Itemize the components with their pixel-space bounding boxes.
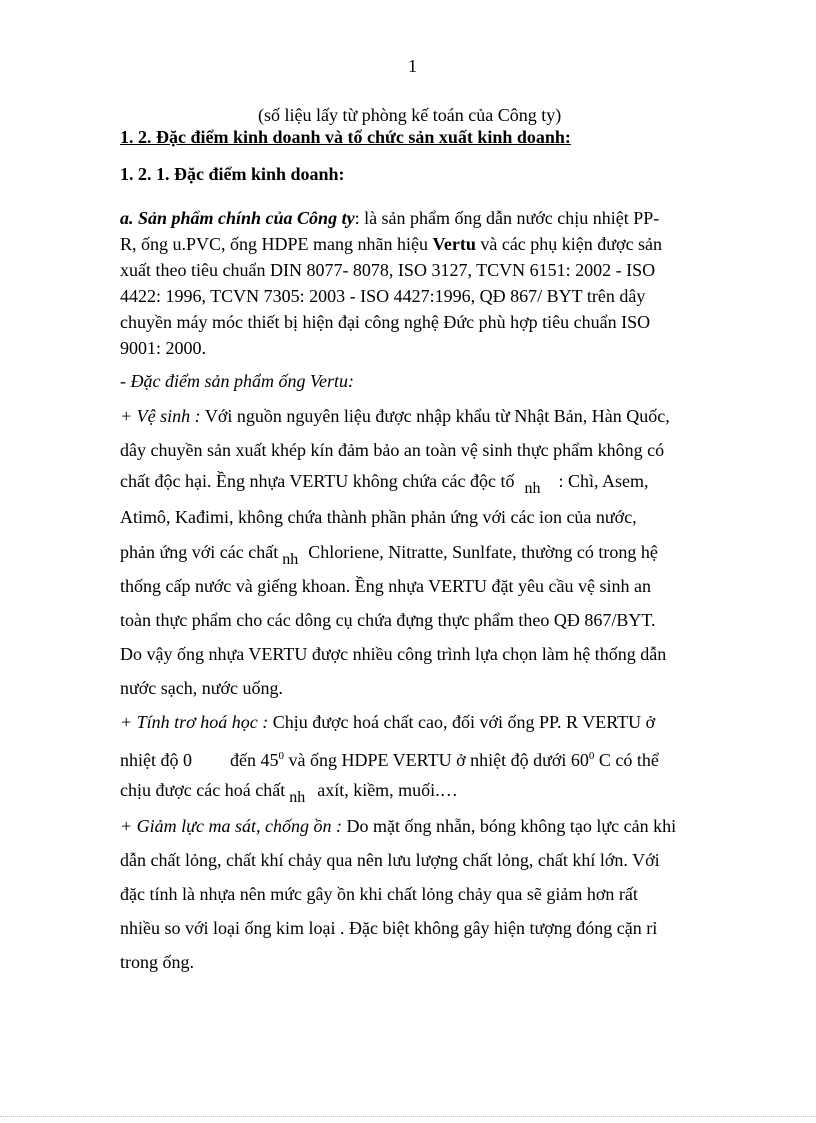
- hygiene-label: + Vệ sinh :: [120, 406, 201, 426]
- chemical-line-2-mid: đến 45: [230, 750, 279, 770]
- para-a-line-3: xuất theo tiêu chuẩn DIN 8077- 8078, ISO 3127, TCVN 6151: 2002 - ISO: [120, 260, 656, 280]
- hygiene-line-5: [120, 541, 658, 568]
- para-a-line-2-tail: và các phụ kiện được sản: [475, 234, 663, 254]
- friction-line-2: dẫn chất lỏng, chất khí chảy qua nên lưu lượng chất lỏng, chất khí lớn. Với: [120, 850, 660, 870]
- chemical-line-3-tail: axít, kiềm, muối.…: [317, 780, 458, 800]
- brand-vertu: Vertu: [432, 234, 476, 254]
- hygiene-line-5-text: phản ứng với các chất: [120, 542, 279, 562]
- para-a-line-6: 9001: 2000.: [120, 338, 207, 358]
- source-note: (số liệu lấy từ phòng kế toán của Công ty): [258, 105, 562, 125]
- para-a-line-4: 4422: 1996, TCVN 7305: 2003 - ISO 4427:1996, QĐ 867/ BYT trên dây: [120, 286, 646, 306]
- chemical-line-1-text: Chịu được hoá chất cao, đối với ống PP. R VERTU ở: [268, 712, 656, 732]
- hygiene-line-8: Do vậy ống nhựa VERTU được nhiều công trình lựa chọn làm hệ thống dẫn: [120, 644, 667, 664]
- hygiene-line-3-tail: : Chì, Asem,: [558, 471, 649, 491]
- friction-line-1: [120, 815, 676, 837]
- chemical-line-2: [120, 745, 659, 771]
- chemical-line-3: [120, 779, 458, 806]
- superscript-degree-2: 0: [588, 750, 595, 762]
- features-heading: - Đặc điểm sản phẩm ống Vertu:: [120, 371, 354, 391]
- hygiene-line-2: dây chuyền sản xuất khép kín đảm bảo an toàn vệ sinh thực phẩm không có: [120, 440, 665, 460]
- hygiene-line-6: thống cấp nước và giếng khoan. Ềng nhựa VERTU đặt yêu cầu vệ sinh an: [120, 576, 651, 596]
- superscript-degree-1: 0: [278, 750, 284, 762]
- section-1-2-heading: 1. 2. Đặc điểm kinh doanh và tổ chức sản xuất kinh doanh:: [120, 127, 571, 147]
- chemical-line-3-text: chịu được các hoá chất: [120, 780, 286, 800]
- hygiene-line-9: nước sạch, nước uống.: [120, 678, 284, 698]
- friction-line-1-text: Do mặt ống nhẵn, bóng không tạo lực cản khi: [341, 816, 677, 836]
- subscript-nh-1: nh: [524, 480, 541, 497]
- para-a-line-2: [120, 233, 698, 255]
- subscript-nh-2: nh: [282, 551, 299, 568]
- para-a-lead: a. Sản phẩm chính của Công ty: [120, 208, 355, 228]
- hygiene-line-1: [120, 405, 670, 427]
- para-a-line-1: [120, 207, 698, 229]
- para-a-line-2-text: R, ống u.PVC, ống HDPE mang nhãn hiệu: [120, 234, 433, 254]
- subscript-nh-3: nh: [289, 789, 306, 806]
- friction-line-5: trong ống.: [120, 952, 194, 972]
- hygiene-line-3: [120, 470, 649, 497]
- friction-line-3: đặc tính là nhựa nên mức gây ồn khi chất lỏng chảy qua sẽ giảm hơn rất: [120, 884, 638, 904]
- hygiene-line-1-text: Với nguồn nguyên liệu được nhập khẩu từ Nhật Bản, Hàn Quốc,: [200, 406, 670, 426]
- friction-line-4: nhiều so với loại ống kim loại . Đặc biệt không gây hiện tượng đóng cặn rỉ: [120, 918, 658, 938]
- chemical-line-2-text: nhiệt độ 0: [120, 750, 192, 770]
- hygiene-line-5-tail: Chloriene, Nitratte, Sunlfate, thường có trong hệ: [308, 542, 658, 562]
- page-bottom-divider: [0, 1116, 816, 1117]
- friction-label: + Giảm lực ma sát, chống ồn :: [120, 816, 342, 836]
- chemical-label: + Tính trơ hoá học :: [120, 712, 269, 732]
- para-a-line-1-text: : là sản phẩm ống dẫn nước chịu nhiệt PP-: [354, 208, 660, 228]
- chemical-line-2-end: C có thể: [594, 750, 659, 770]
- hygiene-line-4: Atimô, Kađimi, không chứa thành phần phản ứng với các ion của nước,: [120, 507, 637, 527]
- para-a-line-5: chuyền máy móc thiết bị hiện đại công nghệ Đức phù hợp tiêu chuẩn ISO: [120, 312, 651, 332]
- chemical-line-1: [120, 711, 655, 733]
- section-1-2-1-heading: 1. 2. 1. Đặc điểm kinh doanh:: [120, 164, 345, 184]
- page-number: 1: [408, 56, 417, 76]
- hygiene-line-7: toàn thực phẩm cho các dông cụ chứa đựng thực phẩm theo QĐ 867/BYT.: [120, 610, 656, 630]
- chemical-line-2-tail: và ống HDPE VERTU ở nhiệt độ dưới 60: [284, 750, 589, 770]
- hygiene-line-3-text: chất độc hại. Ềng nhựa VERTU không chứa các độc tố: [120, 471, 515, 491]
